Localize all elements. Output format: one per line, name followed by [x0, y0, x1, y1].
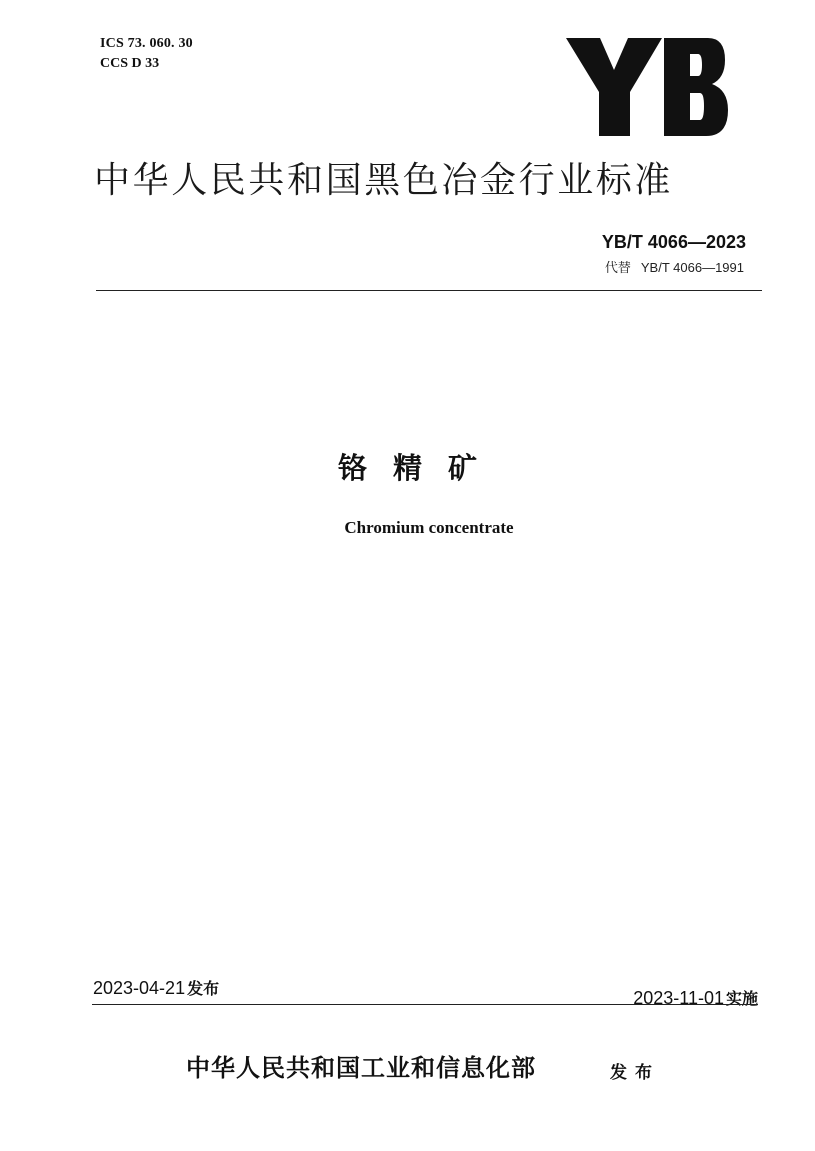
issue-date: [93, 976, 219, 1001]
header-divider: [96, 290, 762, 291]
standard-number: YB/T 4066—2023: [601, 232, 746, 252]
footer-divider: [92, 1004, 758, 1005]
replaces-label: 代替: [604, 261, 631, 276]
issue-date-value: 2023-04-21: [93, 978, 186, 998]
implementation-label: 实施: [725, 989, 758, 1008]
implementation-date: [633, 986, 758, 1011]
replaced-standard-number: YB/T 4066—1991: [640, 260, 744, 275]
standard-category-title: 中华人民共和国黑色冶金行业标准: [94, 160, 674, 201]
replaces-line: [605, 258, 744, 279]
issuer-suffix: 发布: [610, 1063, 660, 1083]
yb-logo: [566, 38, 728, 136]
document-title-cn: 铬精矿: [337, 451, 503, 485]
implementation-date-value: 2023-11-01: [633, 988, 724, 1008]
issue-label: 发布: [187, 979, 220, 998]
issuing-authority: 中华人民共和国工业和信息化部: [186, 1053, 536, 1082]
document-title-en: Chromium concentrate: [344, 518, 514, 537]
ccs-code: CCS D 33: [100, 56, 160, 71]
ics-code: ICS 73. 060. 30: [100, 36, 193, 51]
